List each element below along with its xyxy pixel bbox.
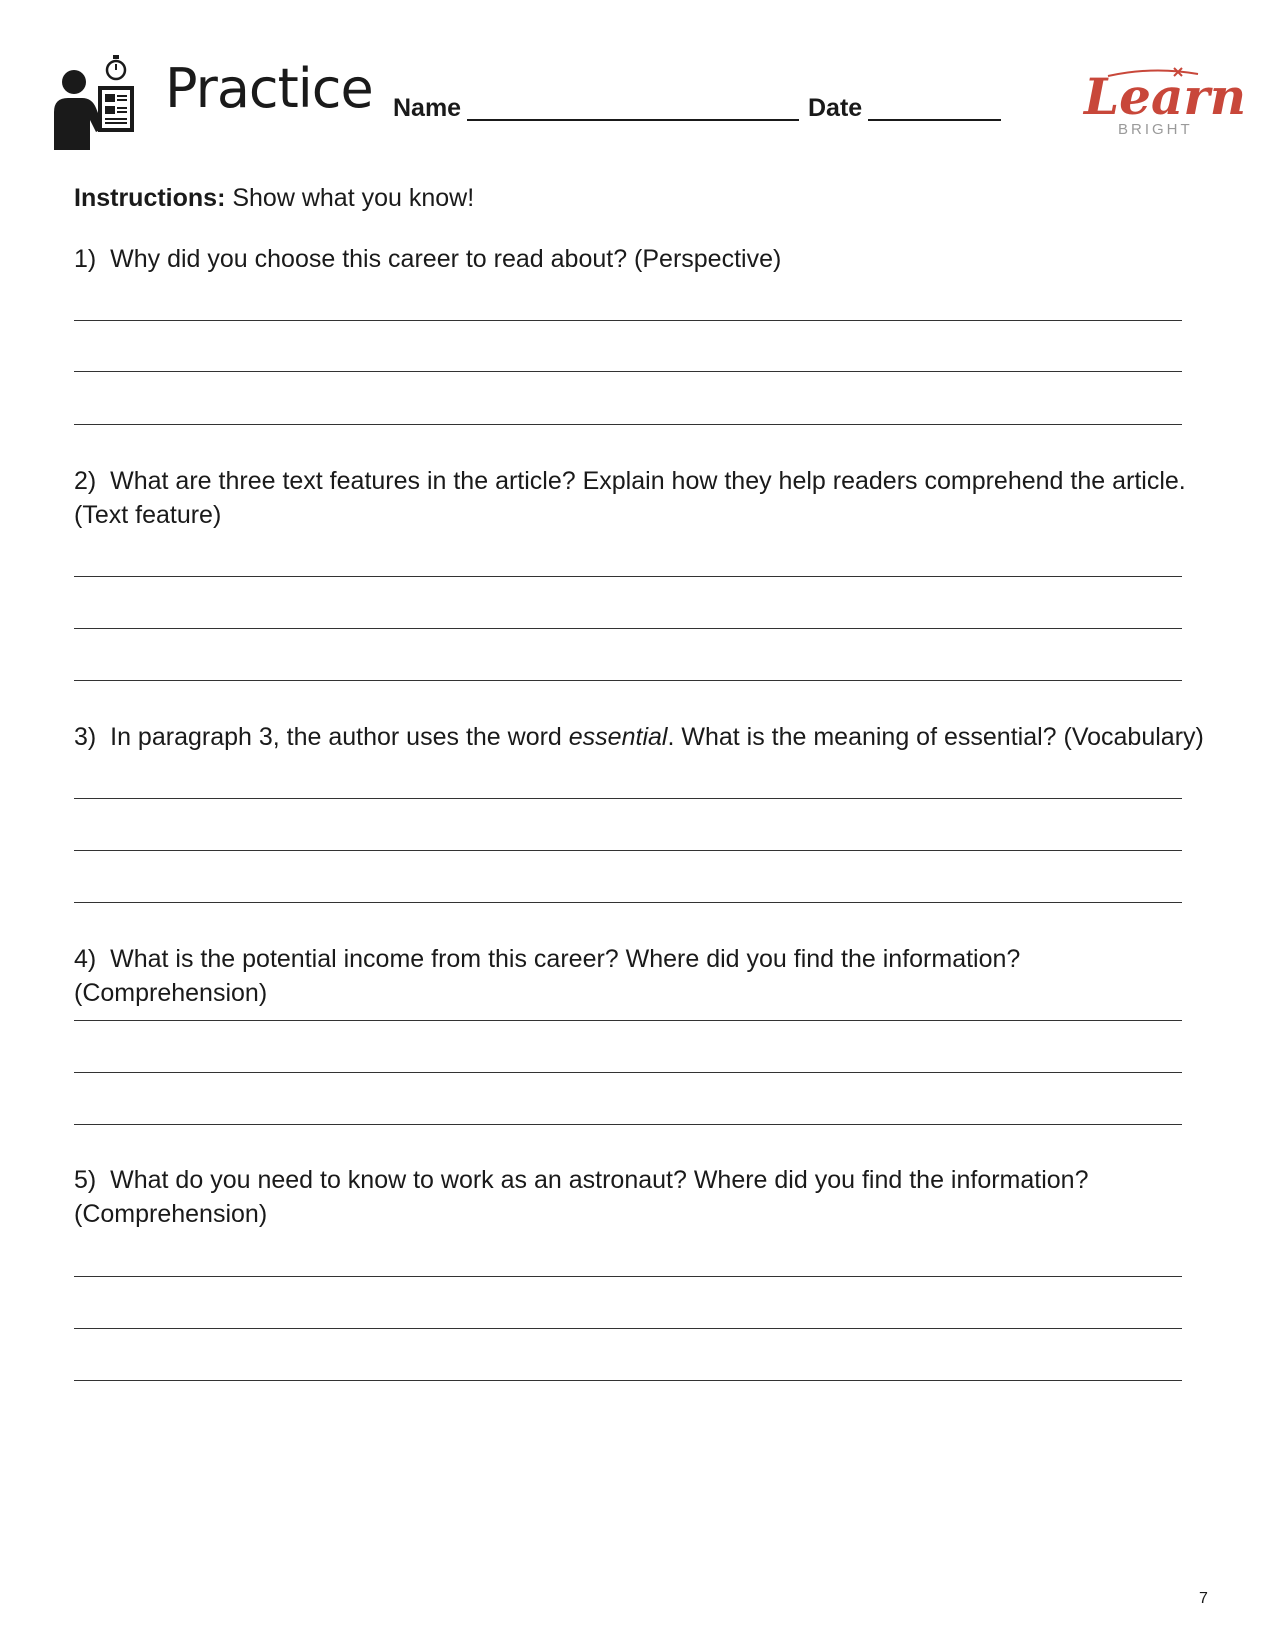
question-text: What do you need to know to work as an astronaut? Where did you find the information? (Comprehension) [74,1166,1089,1228]
answer-line[interactable] [74,798,1182,799]
question-number: 4) [74,945,97,973]
question-text: Why did you choose this career to read about? (Perspective) [110,245,782,273]
answer-line[interactable] [74,371,1182,372]
instructions-text: Show what you know! [225,184,475,212]
question-number: 3) [74,723,97,751]
answer-line[interactable] [74,424,1182,425]
answer-line[interactable] [74,680,1182,681]
page-number: 7 [1199,1590,1208,1607]
answer-line[interactable] [74,1072,1182,1073]
answer-line[interactable] [74,1276,1182,1277]
answer-line[interactable] [74,850,1182,851]
question-5 [74,1163,1204,1231]
question-italic-word: essential [568,723,668,751]
question-number: 2) [74,467,97,495]
answer-line[interactable] [74,1020,1182,1021]
answer-line[interactable] [74,320,1182,321]
answer-line[interactable] [74,628,1182,629]
question-1 [74,242,1204,276]
logo-word: Learn [1084,67,1247,126]
instructions [74,183,474,213]
answer-line[interactable] [74,1380,1182,1381]
answer-line[interactable] [74,576,1182,577]
answer-line[interactable] [74,902,1182,903]
person-worksheet-icon [52,50,138,154]
question-number: 5) [74,1166,97,1194]
date-blank[interactable] [868,97,1001,121]
question-4 [74,942,1204,1010]
answer-line[interactable] [74,1328,1182,1329]
question-text: What is the potential income from this career? Where did you find the information? (Comprehension) [74,945,1021,1007]
learn-bright-logo [1078,62,1247,142]
name-label: Name [393,94,462,122]
date-label: Date [808,94,863,122]
instructions-label: Instructions: [74,184,226,212]
name-field[interactable] [393,96,799,121]
answer-line[interactable] [74,1124,1182,1125]
question-2 [74,464,1204,532]
question-text: . What is the meaning of essential? (Vocabulary) [667,723,1204,751]
name-blank[interactable] [467,97,799,121]
question-3 [74,720,1204,754]
question-text: What are three text features in the article? Explain how they help readers comprehend the article. (Text feature) [74,467,1186,529]
date-field[interactable] [808,96,1001,121]
page-title: Practice [165,57,373,120]
logo-sub: BRIGHT [1118,121,1193,138]
question-text: In paragraph 3, the author uses the word [110,723,569,751]
question-number: 1) [74,245,97,273]
